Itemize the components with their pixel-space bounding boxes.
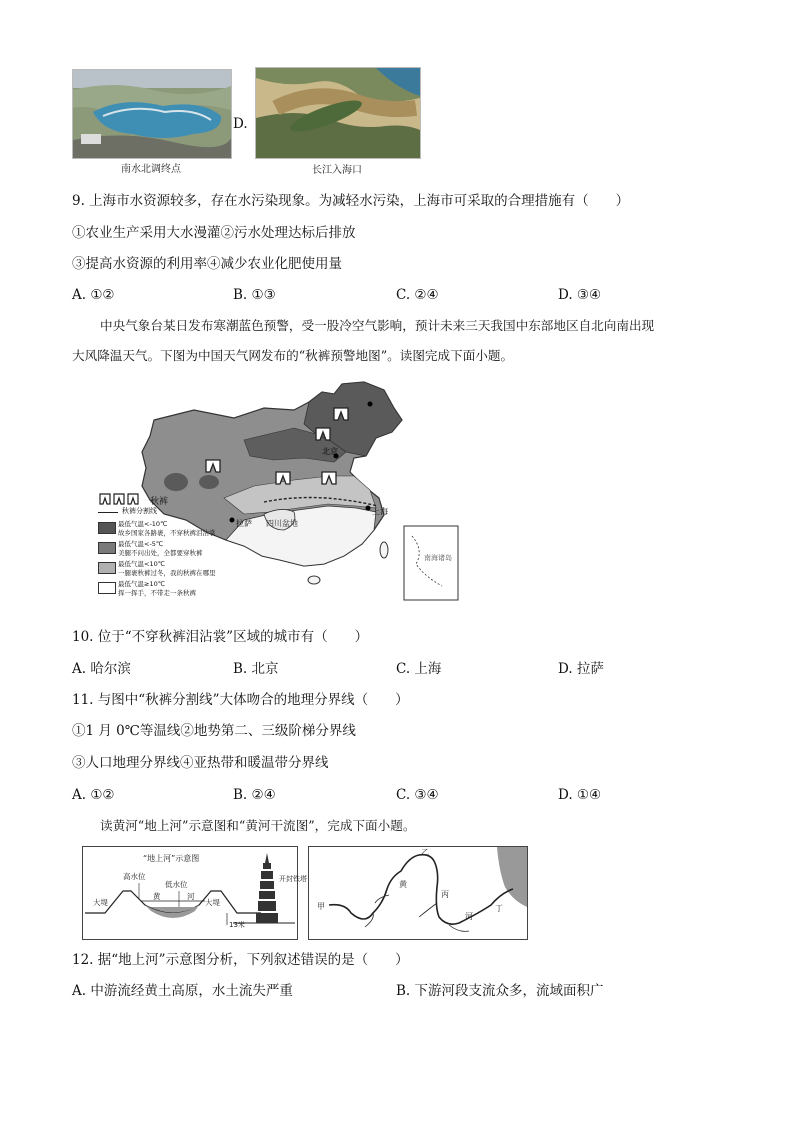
q11-line1: ①1 月 0℃等温线②地势第二、三级阶梯分界线: [72, 723, 356, 739]
svg-text:低水位: 低水位: [165, 880, 188, 889]
q10-option-b[interactable]: B. 北京: [233, 661, 279, 677]
q12-option-b[interactable]: B. 下游河段支流众多，流域面积广: [396, 983, 604, 999]
legend-label-3a: 最低气温<10℃: [118, 560, 166, 568]
photo-caption-right: 长江入海口: [312, 165, 362, 176]
q9-option-a[interactable]: A. ①②: [72, 287, 115, 303]
q9-line2: ③提高水资源的利用率④减少农业化肥使用量: [72, 256, 342, 272]
tower-label: 开封铁塔: [279, 875, 307, 883]
svg-text:大堤: 大堤: [93, 898, 108, 907]
option-d-label: D.: [233, 116, 248, 132]
q9-option-b[interactable]: B. ①③: [233, 287, 276, 303]
q11-option-a[interactable]: A. ①②: [72, 787, 115, 803]
svg-text:黄: 黄: [399, 880, 407, 889]
q11-line2: ③人口地理分界线④亚热带和暖温带分界线: [72, 755, 329, 771]
pants-icon: [98, 492, 148, 506]
legend-swatch-2: [98, 542, 116, 554]
q11-stem: 11. 与图中“秋裤分割线”大体吻合的地理分界线（ ）: [72, 692, 409, 708]
city-shanghai: 上海: [372, 507, 388, 516]
autumn-pants-warning-map: [94, 380, 474, 612]
legend-swatch-4: [98, 582, 116, 594]
q11-option-c[interactable]: C. ③④: [396, 787, 439, 803]
label-jia: 甲: [317, 902, 325, 911]
q10-option-a[interactable]: A. 哈尔滨: [72, 661, 131, 677]
q9-option-d[interactable]: D. ③④: [558, 287, 602, 303]
passage2-text: 读黄河“地上河”示意图和“黄河干流图”，完成下面小题。: [100, 818, 416, 833]
svg-text:河: 河: [187, 892, 195, 901]
city-beijing: 北京: [322, 447, 338, 456]
svg-text:河: 河: [465, 912, 473, 921]
map-legend: [94, 492, 254, 612]
q9-stem: 9. 上海市水资源较多，存在水污染现象。为减轻水污染，上海市可采取的合理措施有（ ）: [72, 193, 630, 209]
above-ground-river-figure: [82, 846, 307, 940]
q9-option-c[interactable]: C. ②④: [396, 287, 439, 303]
svg-text:13米: 13米: [229, 921, 245, 929]
city-lhasa: 拉萨: [236, 519, 252, 528]
q12-stem: 12. 据“地上河”示意图分析，下列叙述错误的是（ ）: [72, 952, 409, 968]
legend-label-2b: 美腿不问出处，全都要穿秋裤: [118, 549, 203, 557]
photo-yangtze-estuary: [255, 67, 421, 159]
q12-option-a[interactable]: A. 中游流经黄土高原，水土流失严重: [72, 983, 293, 999]
q10-option-c[interactable]: C. 上海: [396, 661, 442, 677]
passage1-line1: 中央气象台某日发布寒潮蓝色预警，受一股冷空气影响，预计未来三天我国中东部地区自北向南出现: [100, 318, 655, 333]
photo-caption-left: 南水北调终点: [121, 164, 181, 175]
q10-stem: 10. 位于“不穿秋裤泪沾裳”区域的城市有（ ）: [72, 629, 369, 645]
passage1-line2: 大风降温天气。下图为中国天气网发布的“秋裤预警地图”。读图完成下面小题。: [72, 348, 514, 363]
legend-label-1a: 最低气温<-10℃: [118, 520, 168, 528]
label-yi: 乙: [421, 848, 429, 857]
legend-swatch-1: [98, 522, 116, 534]
legend-label-4a: 最低气温≥10℃: [118, 580, 166, 588]
svg-text:黄: 黄: [153, 892, 161, 901]
river-fig-title: “地上河”示意图: [143, 854, 200, 863]
yellow-river-main-map: [308, 846, 528, 940]
svg-text:高水位: 高水位: [123, 872, 146, 881]
svg-text:大堤: 大堤: [205, 898, 220, 907]
legend-label-2a: 最低气温<-5℃: [118, 540, 164, 548]
q11-option-b[interactable]: B. ②④: [233, 787, 276, 803]
legend-label-4b: 挥一挥手，不带走一条秋裤: [118, 589, 196, 597]
q9-line1: ①农业生产采用大水漫灌②污水处理达标后排放: [72, 225, 356, 241]
label-ding: 丁: [495, 904, 503, 913]
legend-pants-title: 秋裤: [150, 497, 169, 507]
legend-label-3b: 一腿裹秋裤过冬，我的秋裤在哪里: [118, 569, 216, 577]
label-bing: 丙: [441, 890, 449, 899]
legend-label-1b: 故乡国家各路裹，不穿秋裤泪沾裳: [118, 529, 216, 537]
svg-text:四川盆地: 四川盆地: [266, 519, 298, 528]
legend-swatch-3: [98, 562, 116, 574]
q10-option-d[interactable]: D. 拉萨: [558, 661, 604, 677]
legend-line-label: 秋裤分割线: [122, 507, 157, 515]
legend-line-swatch: [98, 512, 118, 513]
svg-text:南海诸岛: 南海诸岛: [424, 554, 452, 562]
q11-option-d[interactable]: D. ①④: [558, 787, 602, 803]
photo-south-north-water: [72, 69, 232, 159]
